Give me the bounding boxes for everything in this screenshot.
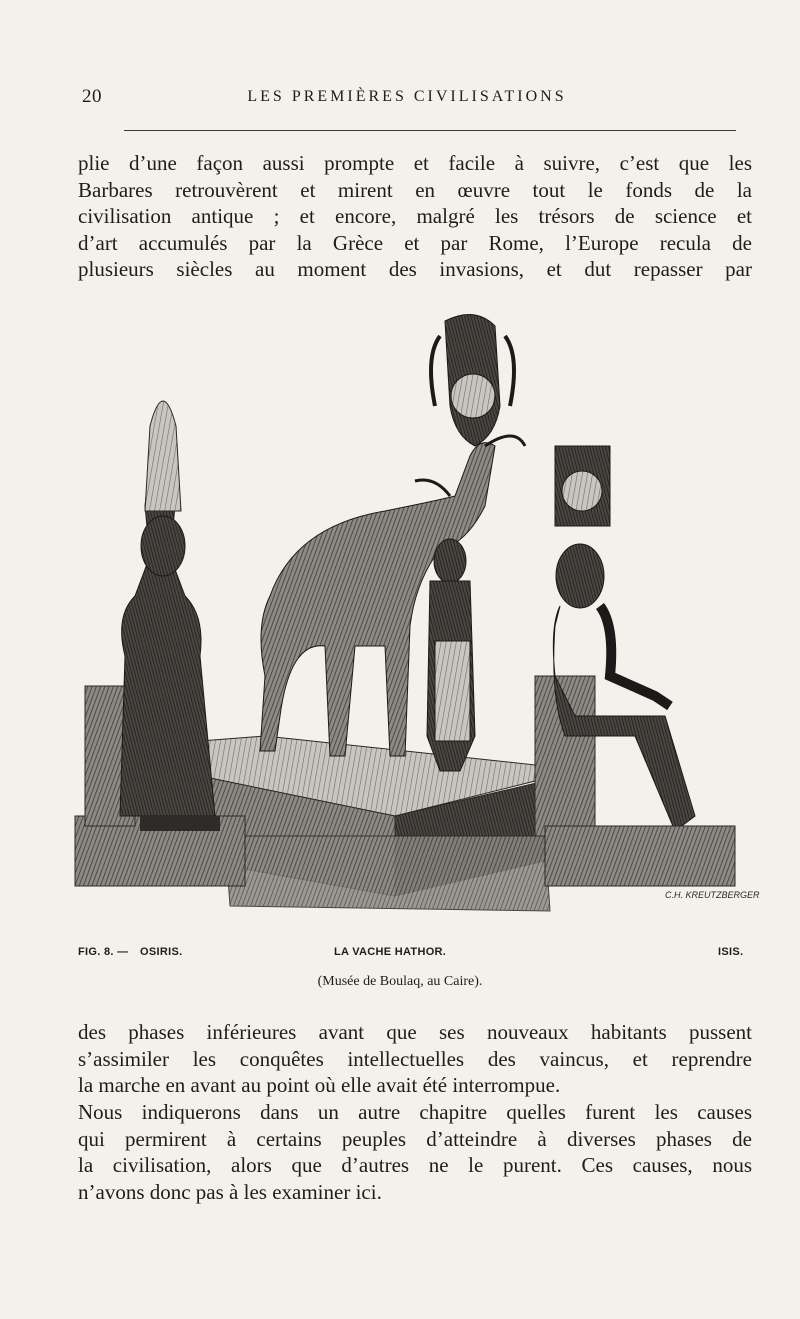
isis-statue [535, 446, 735, 886]
text-line: Nous indiquerons dans un autre chapitre quelles furent les causes [78, 1100, 752, 1124]
text-line: plie d’une façon aussi prompte et facile à suivre, c’est que les [78, 151, 752, 175]
text-line: d’art accumulés par la Grèce et par Rome, l’Europe recula de [78, 230, 752, 255]
central-pedestal [200, 736, 550, 911]
text-line: la marche en avant au point où elle avait été interrompue. [78, 1073, 561, 1098]
header-rule [124, 130, 736, 131]
caption-osiris: OSIRIS. [140, 946, 183, 958]
text-line: Barbares retrouvèrent et mirent en œuvre tout le fonds de la [78, 177, 752, 202]
caption-hathor: LA VACHE HATHOR. [334, 946, 447, 958]
hathor-cow [260, 315, 525, 756]
page-number: 20 [82, 86, 102, 107]
figure-label: FIG. 8. — [78, 946, 129, 958]
text-line: civilisation antique ; et encore, malgré les trésors de science et [78, 204, 752, 229]
text-line: s’assimiler les conquêtes intellectuelles des vaincus, et reprendre [78, 1046, 752, 1071]
text-line: qui permirent à certains peuples d’atteindre à diverses phases de [78, 1126, 752, 1151]
figure-caption [78, 946, 750, 964]
caption-isis: ISIS. [718, 946, 744, 958]
text-line: des phases inférieures avant que ses nouveaux habitants pussent [78, 1020, 752, 1044]
pharaoh-figure [427, 539, 475, 771]
running-head [82, 86, 732, 114]
paragraph-3 [78, 1099, 752, 1205]
engraver-signature: C.H. KREUTZBERGER [665, 890, 760, 900]
engraving-osiris-hathor-isis [55, 296, 770, 956]
paragraph-1 [78, 150, 752, 283]
text-line: la civilisation, alors que d’autres ne le purent. Ces causes, nous [78, 1153, 752, 1178]
running-title: LES PREMIÈRES CIVILISATIONS [247, 88, 567, 105]
text-line: plusieurs siècles au moment des invasions, et dut repasser par [78, 257, 752, 282]
figure-source: (Musée de Boulaq, au Caire). [317, 974, 483, 989]
text-line: n’avons donc pas à les examiner ici. [78, 1179, 382, 1204]
paragraph-2 [78, 1019, 752, 1099]
